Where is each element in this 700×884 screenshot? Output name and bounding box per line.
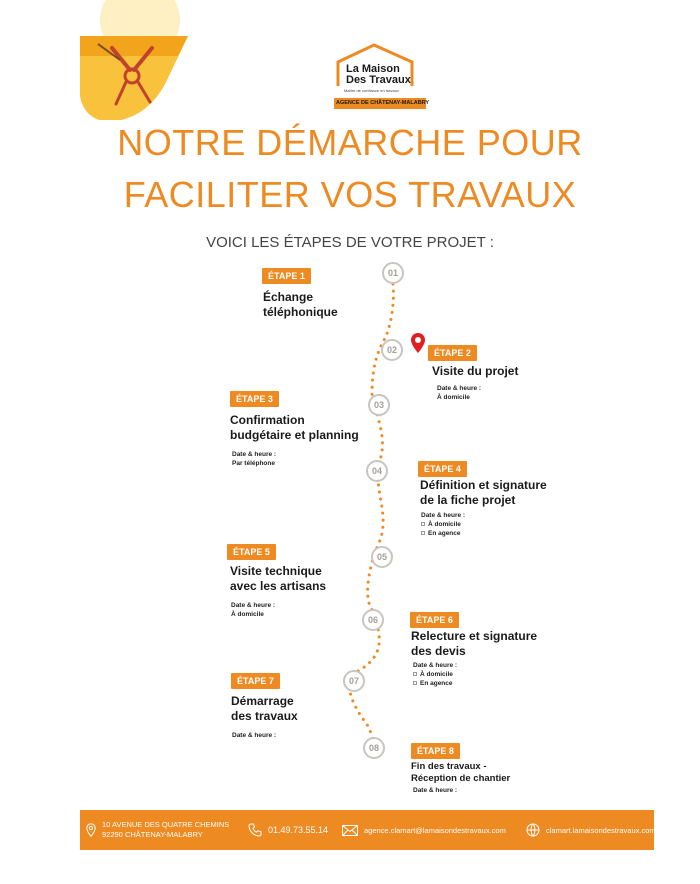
footer-website-url[interactable]: clamart.lamaisondestravaux.com [546,825,656,835]
step-4-title [420,478,547,508]
location-icon [86,823,96,837]
step-5-title [230,564,326,594]
step-5-title-line2: avec les artisans [230,579,327,593]
footer-address [86,810,229,850]
step-4-title-line1: Définition et signature [420,478,547,492]
globe-icon [526,823,540,837]
step-8-title-line1: Fin des travaux - [411,761,487,772]
step-4-details [421,511,465,538]
page-title-line1: NOTRE DÉMARCHE POUR [117,122,583,163]
contact-footer [80,810,654,850]
step-1-title-line1: Échange [263,290,314,304]
timeline-node-03: 03 [368,394,390,416]
step-2-details [437,384,481,402]
timeline-node-06: 06 [362,609,384,631]
step-3-title-line1: Confirmation [230,413,305,427]
step-4-option-1-row [421,520,465,529]
step-2-option-1: À domicile [437,394,470,401]
step-6-option-2-row [413,679,457,688]
step-7-title-line2: des travaux [231,709,298,723]
step-4-option-2: En agence [428,530,461,537]
step-1-title [263,290,338,320]
step-4-option-1-checkbox [421,522,425,526]
step-5-details [231,601,275,619]
step-6-option-1-checkbox [413,672,417,676]
step-5-title-line1: Visite technique [230,564,322,578]
phone-icon [248,823,262,837]
step-5-badge: ÉTAPE 5 [227,544,276,560]
footer-email-address[interactable]: agence.clamart@lamaisondestravaux.com [364,825,506,835]
step-3-option-1: Par téléphone [232,460,275,467]
step-6-date-label: Date & heure : [413,662,458,669]
step-2-title [432,364,518,379]
step-5-date-label: Date & heure : [231,602,276,609]
map-pin-icon [411,333,425,353]
tools-icon [0,0,200,120]
step-2-title-line1: Visite du projet [432,364,519,378]
step-8-date-label: Date & heure : [413,787,458,794]
step-4-option-1: À domicile [428,521,461,528]
footer-email[interactable] [342,810,506,850]
step-7-title [231,694,298,724]
step-6-title-line2: des devis [411,644,466,658]
step-6-option-2-checkbox [413,681,417,685]
footer-address-line2: 92290 CHÂTENAY-MALABRY [102,830,203,839]
step-7-date-label: Date & heure : [232,732,277,739]
timeline-node-04: 04 [366,460,388,482]
step-7-title-line1: Démarrage [231,694,294,708]
step-4-title-line2: de la fiche projet [420,493,516,507]
page-subtitle: VOICI LES ÉTAPES DE VOTRE PROJET : [206,234,494,251]
step-6-details [413,661,457,688]
page-title-line2: FACILITER VOS TRAVAUX [123,174,577,215]
step-2-badge: ÉTAPE 2 [428,345,477,361]
logo-name-line2: Des Travaux [346,74,411,86]
footer-phone[interactable] [248,810,328,850]
timeline-node-07: 07 [343,670,365,692]
step-4-date-label: Date & heure : [421,512,466,519]
mail-icon [342,825,358,836]
step-4-option-2-checkbox [421,531,425,535]
step-1-title-line2: téléphonique [263,305,338,319]
timeline-node-08: 08 [363,737,385,759]
step-5-option-1: À domicile [231,611,264,618]
step-2-date-label: Date & heure : [437,385,482,392]
timeline-node-02: 02 [381,339,403,361]
step-8-details [413,786,457,795]
footer-phone-number[interactable]: 01.49.73.55.14 [268,825,329,835]
step-8-title-line2: Réception de chantier [411,773,511,784]
step-3-badge: ÉTAPE 3 [230,391,279,407]
step-3-title [230,413,359,443]
logo-tagline: Maître de confiance en travaux [344,88,399,93]
step-6-title [411,629,537,659]
step-8-title [411,761,510,785]
logo-name [346,64,411,86]
logo-agency: AGENCE DE CHÂTENAY-MALABRY [336,100,430,106]
step-6-option-1: À domicile [420,671,453,678]
step-6-title-line1: Relecture et signature [411,629,538,643]
step-3-date-label: Date & heure : [232,451,277,458]
step-3-title-line2: budgétaire et planning [230,428,359,442]
step-6-option-2: En agence [420,680,453,687]
step-1-badge: ÉTAPE 1 [262,268,311,284]
step-6-badge: ÉTAPE 6 [410,612,459,628]
logo-name-line1: La Maison [346,63,400,75]
step-7-badge: ÉTAPE 7 [231,673,280,689]
footer-website[interactable] [526,810,656,850]
step-4-badge: ÉTAPE 4 [418,461,467,477]
step-3-details [232,450,276,468]
timeline-node-05: 05 [371,546,393,568]
step-6-option-1-row [413,670,457,679]
step-8-badge: ÉTAPE 8 [411,743,460,759]
step-4-option-2-row [421,529,465,538]
timeline-node-01: 01 [382,262,404,284]
footer-address-line1: 10 AVENUE DES QUATRE CHEMINS [102,820,230,829]
company-logo [330,42,430,112]
step-7-details [232,731,276,740]
